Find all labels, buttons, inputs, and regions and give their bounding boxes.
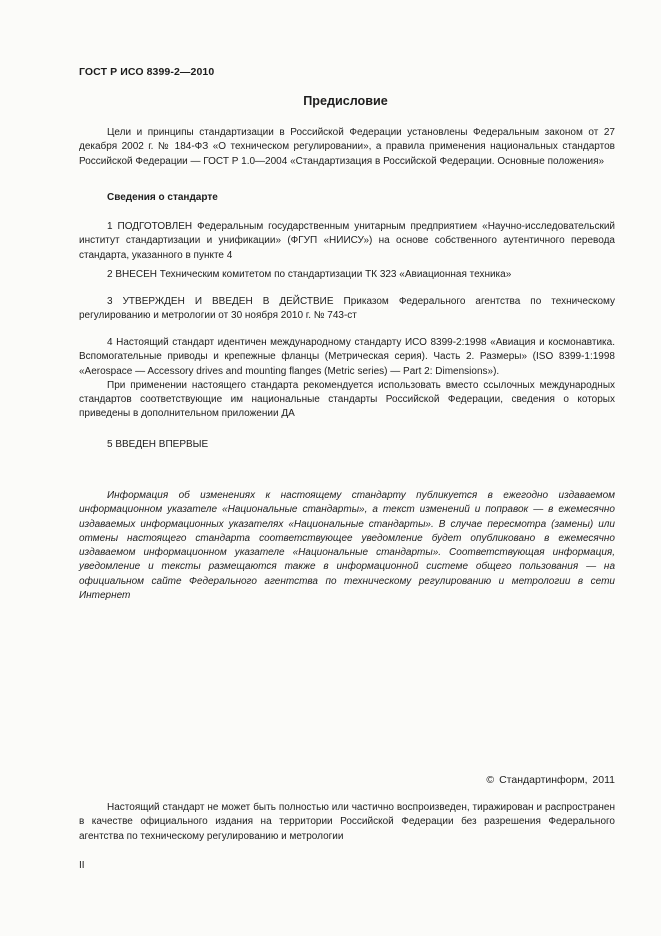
item-1-block <box>79 220 615 263</box>
item-1-paragraph: 1 ПОДГОТОВЛЕН Федеральным государственным унитарным предприятием «Научно-исследовательский институт стандартизации и унификации» (ФГУП «НИИСУ») на основе собственного аутентичного перевода стандарта, указанного в пункте 4 <box>79 221 615 261</box>
item-4-paragraph: 4 Настоящий стандарт идентичен международному стандарту ИСО 8399-2:1998 «Авиация и космонавтика. Вспомогательные приводы и крепежные фланцы (Метрическая серия). Часть 2. Размеры» (ISO 8399-1:1998 «Aerospace — Accessory drives and mounting flanges (Metric series) — Part 2: Dimensions»). <box>79 337 615 377</box>
item-4-note-paragraph: При применении настоящего стандарта рекомендуется использовать вместо ссылочных международных стандартов соответствующие им национальные стандарты Российской Федерации, сведения о которых приведены в дополнительном приложении ДА <box>79 379 615 420</box>
info-notice-paragraph: Информация об изменениях к настоящему стандарту публикуется в ежегодно издаваемом информационном указателе «Национальные стандарты», а текст изменений и поправок — в ежемесячно издаваемых информационных указателях «Национальные стандарты». В случае пересмотра (замены) или отмены настоящего стандарта соответствующее уведомление будет опубликовано в ежемесячно издаваемом информационном указателе «Национальные стандарты». Соответствующая информация, уведомление и тексты размещаются также в информационной системе общего пользования — на официальном сайте Федерального агентства по техническому регулированию и метрологии в сети Интернет <box>79 490 615 602</box>
page-title: Предисловие <box>303 94 388 108</box>
intro-block <box>79 126 615 169</box>
item-5-block <box>79 438 615 452</box>
standard-code-header: ГОСТ Р ИСО 8399-2—2010 <box>79 66 215 78</box>
legal-notice-paragraph: Настоящий стандарт не может быть полностью или частично воспроизведен, тиражирован и распространен в качестве официального издания на территории Российской Федерации без разрешения Федерального агентства по техническому регулированию и метрологии <box>79 802 615 842</box>
intro-paragraph: Цели и принципы стандартизации в Российской Федерации установлены Федеральным законом от 27 декабря 2002 г. № 184-ФЗ «О техническом регулировании», а правила применения национальных стандартов Российской Федерации — ГОСТ Р 1.0—2004 «Стандартизация в Российской Федерации. Основные положения» <box>79 127 615 167</box>
item-3-paragraph: 3 УТВЕРЖДЕН И ВВЕДЕН В ДЕЙСТВИЕ Приказом Федерального агентства по техническому регулированию и метрологии от 30 ноября 2010 г. № 743-ст <box>79 296 615 322</box>
info-notice-block <box>79 489 615 603</box>
item-2-block <box>79 268 615 282</box>
legal-notice-block <box>79 801 615 844</box>
copyright-line: © Стандартинформ, 2011 <box>486 774 615 786</box>
page-number: II <box>79 860 85 871</box>
item-4-block <box>79 336 615 422</box>
item-5-paragraph: 5 ВВЕДЕН ВПЕРВЫЕ <box>107 439 209 450</box>
item-3-block <box>79 295 615 324</box>
section-subtitle: Сведения о стандарте <box>107 192 218 203</box>
item-2-paragraph: 2 ВНЕСЕН Техническим комитетом по стандартизации ТК 323 «Авиационная техника» <box>107 269 512 280</box>
